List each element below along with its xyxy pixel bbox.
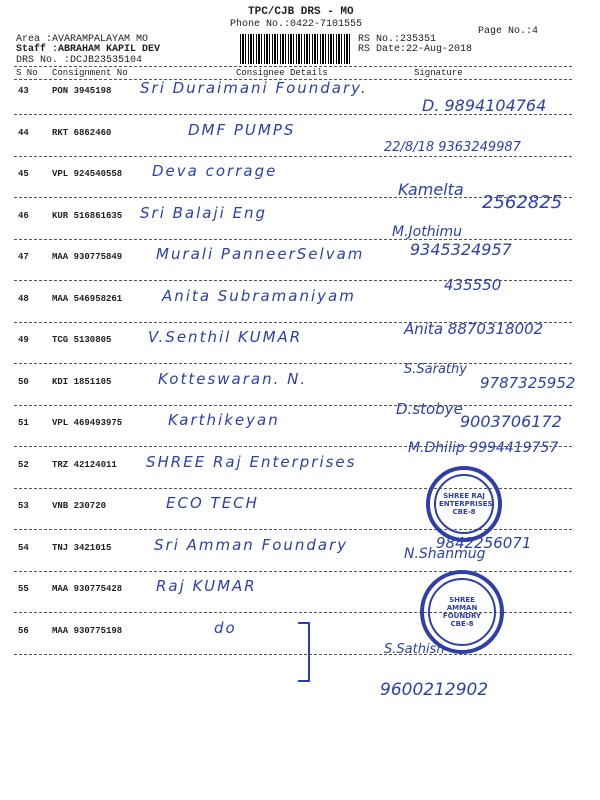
row-divider <box>14 156 572 157</box>
row-consignment-no: KUR 516861635 <box>52 210 123 221</box>
row-consignee-name: SHREE Raj Enterprises <box>146 452 357 471</box>
signature-47: 435550 <box>444 276 502 294</box>
rs-number: RS No.:235351 <box>358 34 437 45</box>
row-sno: 55 <box>18 584 29 594</box>
signature-50-name: D.stobye <box>396 400 463 418</box>
row-consignee-name: Karthikeyan <box>168 411 280 429</box>
row-sno: 44 <box>18 127 29 138</box>
row-divider <box>14 363 572 364</box>
signature-49-name: S.Sarathy <box>404 362 467 377</box>
row-consignee-name: do <box>214 618 237 637</box>
stamp-ring <box>428 578 496 646</box>
row-sno: 50 <box>18 376 29 387</box>
row-sno: 46 <box>18 210 29 221</box>
signature-46-number: 9345324957 <box>410 240 512 259</box>
row-consignee-name: Sri Amman Foundary <box>154 535 349 554</box>
row-consignee-name: Sri Balaji Eng <box>140 203 268 222</box>
row-sno: 48 <box>18 293 29 304</box>
row-sno: 53 <box>18 501 29 511</box>
signature-55-name: S.Sathish <box>384 642 445 657</box>
page-number: Page No.:4 <box>478 26 539 37</box>
col-header-consignee: Consignee Details <box>236 68 328 78</box>
header-rule-top <box>14 66 572 67</box>
stamp-text-raj: SHREE RAJ ENTERPRISES CBE-8 <box>439 492 493 516</box>
row-consignment-no: RKT 6862460 <box>52 127 112 138</box>
signature-44: 22/8/18 9363249987 <box>384 140 521 155</box>
signature-49-number: 9787325952 <box>480 374 576 392</box>
row-sno: 54 <box>18 542 29 553</box>
row-consignment-no: VNB 230720 <box>52 501 107 511</box>
area-field: Area :AVARAMPALAYAM MO <box>16 34 149 45</box>
row-sno: 43 <box>18 86 29 96</box>
row-consignment-no: MAA 930775849 <box>52 252 123 262</box>
row-consignment-no: MAA 930775198 <box>52 625 123 636</box>
row-sno: 51 <box>18 418 29 428</box>
row-consignee-name: Sri Duraimani Foundary. <box>140 79 368 97</box>
drs-number: DRS No. :DCJB23535104 <box>16 55 143 66</box>
staff-label: Staff : <box>16 44 59 55</box>
company-stamp-amman <box>420 570 504 654</box>
row-consignee-name: Murali PanneerSelvam <box>156 245 365 263</box>
row-consignee-name: Kotteswaran. N. <box>158 369 308 388</box>
row-consignee-name: ECO TECH <box>166 494 259 512</box>
row-consignment-no: VPL 469493975 <box>52 418 123 428</box>
barcode <box>240 34 350 64</box>
col-header-consignment: Consignment No <box>52 68 128 78</box>
signature-53-number: 9842256071 <box>436 534 532 552</box>
row-sno: 56 <box>18 625 29 636</box>
phone-number: Phone No.:0422-7101555 <box>230 19 363 30</box>
row-sno: 45 <box>18 169 29 179</box>
row-consignee-name: Anita Subramaniyam <box>162 286 356 305</box>
row-sno: 49 <box>18 335 29 345</box>
row-consignee-name: V.Senthil KUMAR <box>148 328 303 346</box>
col-header-signature: Signature <box>414 68 463 78</box>
signature-50-number: 9003706172 <box>460 412 562 431</box>
bracket-mark <box>298 622 310 682</box>
row-sno: 52 <box>18 459 29 470</box>
signature-46-name: M.Jothimu <box>392 224 462 240</box>
row-consignment-no: MAA 546958261 <box>52 293 123 304</box>
signature-53-name: N.Shanmug <box>404 546 486 562</box>
row-divider <box>14 571 572 572</box>
row-consignment-no: TRZ 42124011 <box>52 459 117 470</box>
row-consignee-name: DMF PUMPS <box>188 120 296 139</box>
signature-51: M.Dhilip 9994419757 <box>408 440 559 456</box>
document-title: TPC/CJB DRS - MO <box>248 6 354 18</box>
row-divider <box>14 405 572 406</box>
signature-45-number: 2562825 <box>482 192 563 213</box>
signature-48: Anita 8870318002 <box>404 320 544 338</box>
stamp-ring <box>434 474 494 534</box>
row-consignment-no: KDI 1851105 <box>52 376 112 387</box>
row-consignment-no: TNJ 3421015 <box>52 542 112 553</box>
row-consignee-name: Raj KUMAR <box>156 577 257 595</box>
row-consignee-name: Deva corrage <box>152 162 278 180</box>
row-consignment-no: PON 3945198 <box>52 86 112 96</box>
signature-56-number: 9600212902 <box>380 680 489 700</box>
stamp-text-amman: SHREE AMMAN FOUNDRY CBE-8 <box>442 596 482 628</box>
row-divider <box>14 654 572 655</box>
row-consignment-no: VPL 924540558 <box>52 169 123 179</box>
company-stamp-raj <box>426 466 502 542</box>
row-consignment-no: MAA 930775428 <box>52 584 123 594</box>
signature-45-name: Kamelta <box>398 180 464 199</box>
row-consignment-no: TCG 5130805 <box>52 335 112 345</box>
staff-name: ABRAHAM KAPIL DEV <box>58 44 161 55</box>
rs-date: RS Date:22-Aug-2018 <box>358 44 473 55</box>
signature-43: D. 9894104764 <box>422 96 547 115</box>
staff-field <box>16 44 160 55</box>
col-header-sno: S No <box>16 68 38 78</box>
row-sno: 47 <box>18 252 29 262</box>
